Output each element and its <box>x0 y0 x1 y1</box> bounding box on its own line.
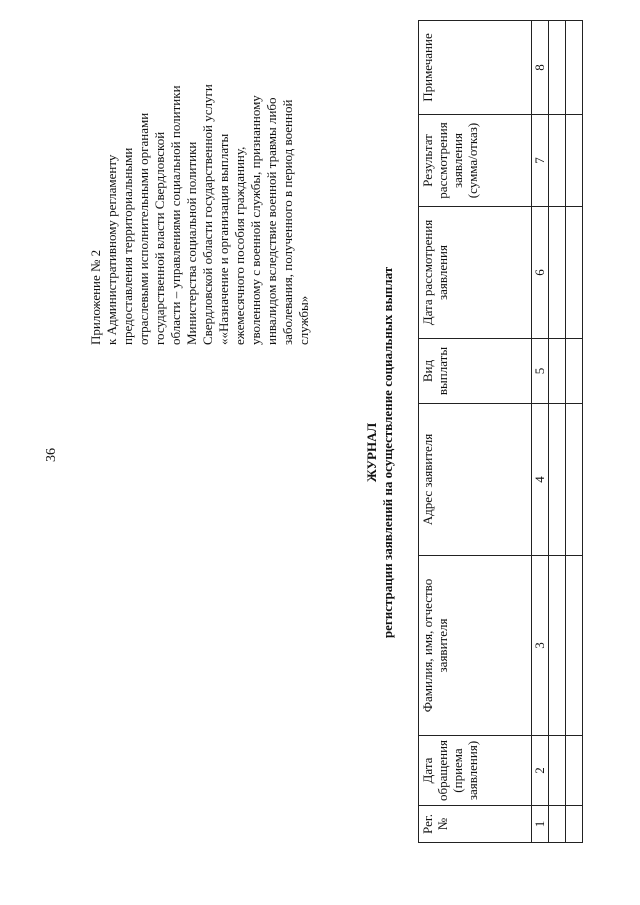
column-number: 6 <box>532 207 549 339</box>
column-header: Рег. № <box>419 806 532 843</box>
table-cell <box>549 21 566 115</box>
appendix-line: предоставления территориальными <box>120 147 135 345</box>
column-header: Адрес заявителя <box>419 404 532 556</box>
appendix-line: ««Назначение и организация выплаты <box>216 133 231 345</box>
appendix-line: службы» <box>296 295 311 345</box>
appendix-line: области – управлениями социальной политики <box>168 85 183 345</box>
appendix-line: отраслевыми исполнительными органами <box>136 112 151 345</box>
appendix-line: ежемесячного пособия гражданину, <box>232 146 247 345</box>
column-number: 3 <box>532 556 549 736</box>
column-header: Вид выплаты <box>419 339 532 404</box>
table-row <box>566 21 583 843</box>
journal-table <box>418 20 583 843</box>
table-cell <box>566 806 583 843</box>
table-cell <box>566 339 583 404</box>
table-cell <box>549 207 566 339</box>
appendix-line: государственной власти Свердловской <box>152 131 167 345</box>
column-number: 4 <box>532 404 549 556</box>
appendix-line: уволенному с военной службы, признанному <box>248 95 263 345</box>
column-number-row <box>532 21 549 843</box>
page-number: 36 <box>44 448 59 462</box>
table-row <box>549 21 566 843</box>
table-cell <box>566 21 583 115</box>
appendix-line: Свердловской области государственной услуги <box>200 84 215 345</box>
appendix-line: к Административному регламенту <box>104 154 119 345</box>
column-header: Фамилия, имя, отчество заявителя <box>419 556 532 736</box>
table-cell <box>549 736 566 806</box>
appendix-line: инвалидом вследствие военной травмы либо <box>264 97 279 345</box>
column-header: Дата рассмотрения заявления <box>419 207 532 339</box>
appendix-line: Министерства социальной политики <box>184 141 199 345</box>
table-cell <box>549 556 566 736</box>
column-number: 2 <box>532 736 549 806</box>
column-header: Примечание <box>419 21 532 115</box>
column-header: Дата обращения (приема заявления) <box>419 736 532 806</box>
appendix-note <box>88 45 312 345</box>
table-header-row <box>419 21 532 843</box>
table-cell <box>549 115 566 207</box>
column-number: 8 <box>532 21 549 115</box>
appendix-line: Приложение № 2 <box>88 249 103 345</box>
column-number: 1 <box>532 806 549 843</box>
table-cell <box>566 404 583 556</box>
table-cell <box>549 806 566 843</box>
table-cell <box>566 207 583 339</box>
table-cell <box>566 115 583 207</box>
table-cell <box>549 404 566 556</box>
table-cell <box>566 556 583 736</box>
journal-title-block <box>364 0 396 905</box>
table-cell <box>549 339 566 404</box>
column-number: 5 <box>532 339 549 404</box>
appendix-line: заболевания, полученного в период военной <box>280 99 295 345</box>
column-number: 7 <box>532 115 549 207</box>
column-header: Результат рассмотрения заявления (сумма/отказ) <box>419 115 532 207</box>
table-cell <box>566 736 583 806</box>
journal-title: ЖУРНАЛ <box>364 422 379 483</box>
journal-subtitle: регистрации заявлений на осуществление социальных выплат <box>380 266 395 639</box>
